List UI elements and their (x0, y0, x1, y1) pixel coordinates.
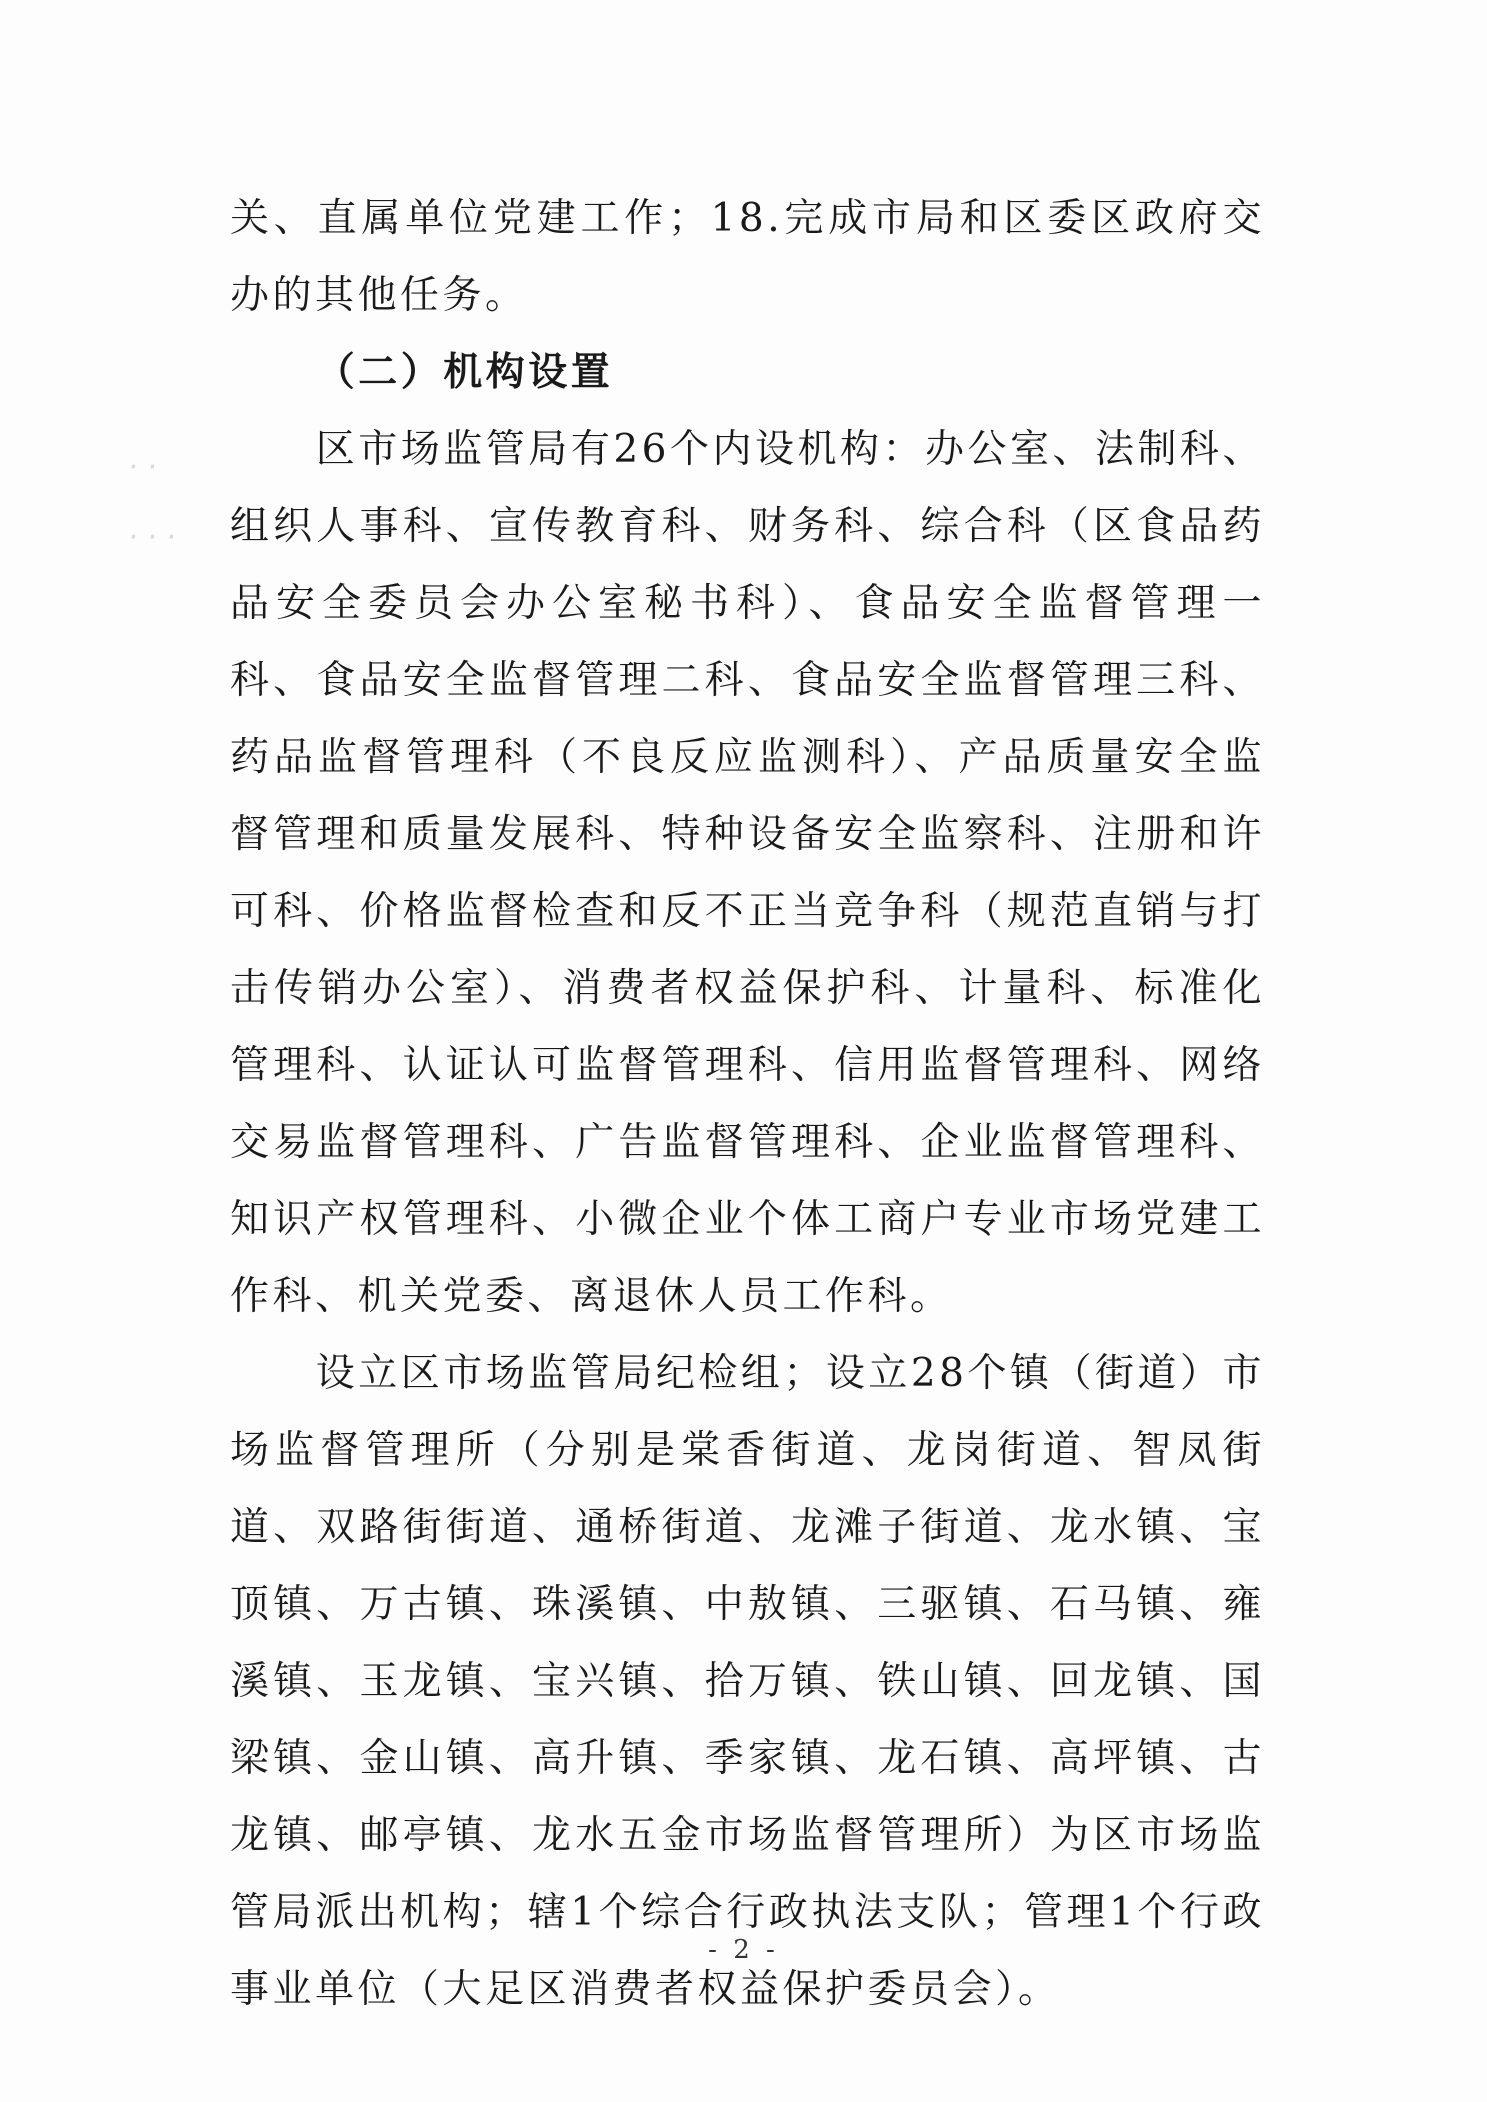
page-number: - 2 - (708, 1935, 779, 1965)
paragraph-continuation: 关、直属单位党建工作；18.完成市局和区委区政府交办的其他任务。 (230, 196, 1265, 318)
scan-artifact: · · · (128, 520, 176, 555)
scan-artifact: · · (128, 450, 157, 485)
document-body (230, 180, 1265, 2028)
paragraph-internal-bodies: 区市场监管局有26个内设机构：办公室、法制科、组织人事科、宣传教育科、财务科、综合科（区食品药品安全委员会办公室秘书科）、食品安全监督管理一科、食品安全监督管理二科、食品安全监督管理三科、药品监督管理科（不良反应监测科）、产品质量安全监督管理和质量发展科、特种设备安全监察科、注册和许可科、价格监督检查和反不正当竞争科（规范直销与打击传销办公室）、消费者权益保护科、计量科、标准化管理科、认证认可监督管理科、信用监督管理科、网络交易监督管理科、广告监督管理科、企业监督管理科、知识产权管理科、小微企业个体工商户专业市场党建工作科、机关党委、离退休人员工作科。 (230, 427, 1265, 1319)
paragraph-dispatched-bodies: 设立区市场监管局纪检组；设立28个镇（街道）市场监督管理所（分别是棠香街道、龙岗街道、智凤街道、双路街街道、通桥街道、龙滩子街道、龙水镇、宝顶镇、万古镇、珠溪镇、中敖镇、三驱镇、石马镇、雍溪镇、玉龙镇、宝兴镇、拾万镇、铁山镇、回龙镇、国梁镇、金山镇、高升镇、季家镇、龙石镇、高坪镇、古龙镇、邮亭镇、龙水五金市场监督管理所）为区市场监管局派出机构；辖1个综合行政执法支队；管理1个行政事业单位（大足区消费者权益保护委员会）。 (230, 1351, 1265, 2012)
section-heading: （二）机构设置 (315, 349, 614, 395)
